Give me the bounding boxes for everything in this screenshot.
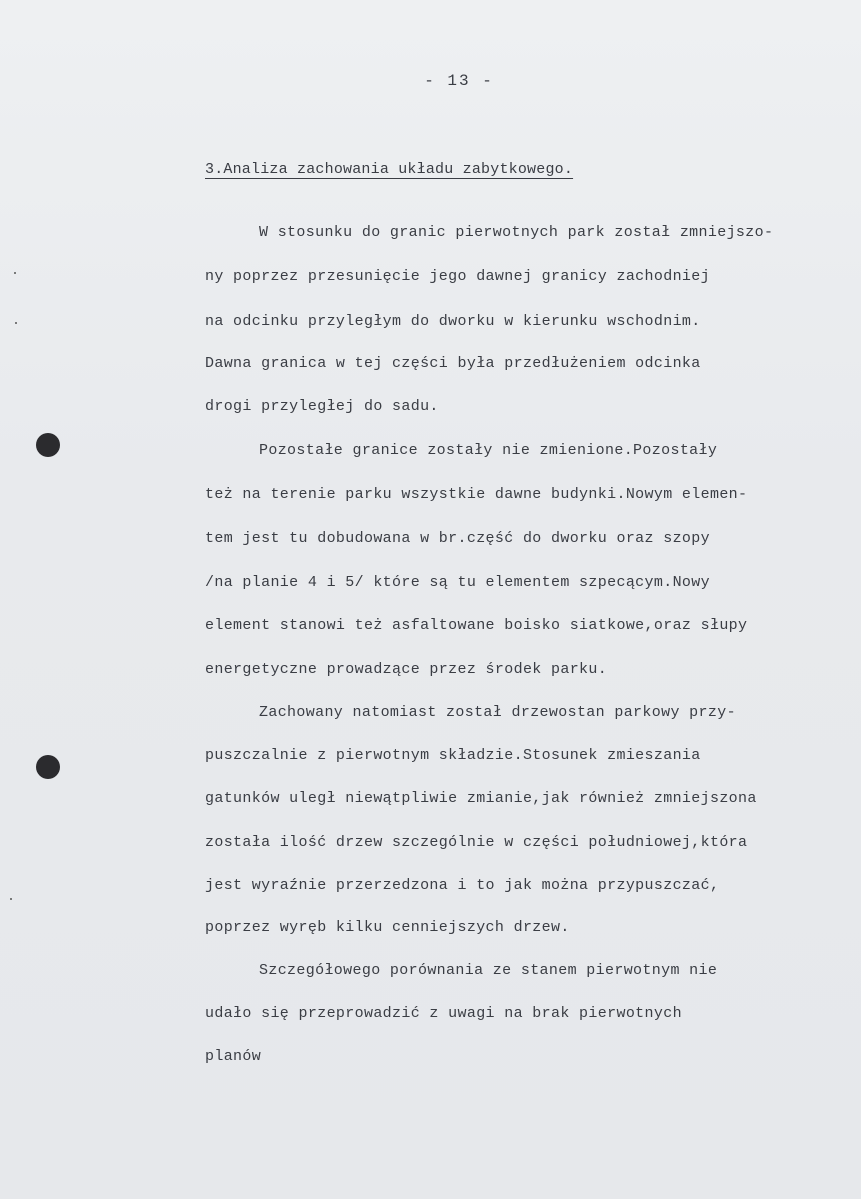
text-line: Zachowany natomiast został drzewostan parkowy przy- [259, 704, 736, 721]
text-line: poprzez wyręb kilku cenniejszych drzew. [205, 919, 570, 936]
text-line: na odcinku przyległym do dworku w kierunku wschodnim. [205, 313, 701, 330]
text-line: została ilość drzew szczególnie w części południowej,która [205, 834, 748, 851]
text-line: /na planie 4 i 5/ które są tu elementem szpecącym.Nowy [205, 574, 710, 591]
text-line: gatunków uległ niewątpliwie zmianie,jak również zmniejszona [205, 790, 757, 807]
paper-speck [10, 898, 12, 900]
paper-speck [14, 272, 16, 274]
page-number: - 13 - [424, 72, 494, 90]
punch-hole-top [36, 433, 60, 457]
punch-hole-bottom [36, 755, 60, 779]
text-line: drogi przyległej do sadu. [205, 398, 439, 415]
text-line: też na terenie parku wszystkie dawne budynki.Nowym elemen- [205, 486, 748, 503]
text-line: planów [205, 1048, 262, 1065]
text-line: puszczalnie z pierwotnym składzie.Stosunek zmieszania [205, 747, 701, 764]
text-line: udało się przeprowadzić z uwagi na brak pierwotnych [205, 1005, 682, 1022]
text-line: tem jest tu dobudowana w br.część do dworku oraz szopy [205, 530, 710, 547]
section-heading: 3.Analiza zachowania układu zabytkowego. [205, 161, 574, 178]
text-line: Dawna granica w tej części była przedłużeniem odcinka [205, 355, 701, 372]
text-line: energetyczne prowadzące przez środek parku. [205, 661, 608, 678]
paper-speck [15, 322, 17, 324]
text-line: element stanowi też asfaltowane boisko siatkowe,oraz słupy [205, 617, 748, 634]
text-line: jest wyraźnie przerzedzona i to jak można przypuszczać, [205, 877, 720, 894]
text-line: W stosunku do granic pierwotnych park został zmniejszo- [259, 224, 774, 241]
text-line: Pozostałe granice zostały nie zmienione.Pozostały [259, 442, 718, 459]
text-line: Szczegółowego porównania ze stanem pierwotnym nie [259, 962, 718, 979]
text-line: ny poprzez przesunięcie jego dawnej granicy zachodniej [205, 268, 710, 285]
